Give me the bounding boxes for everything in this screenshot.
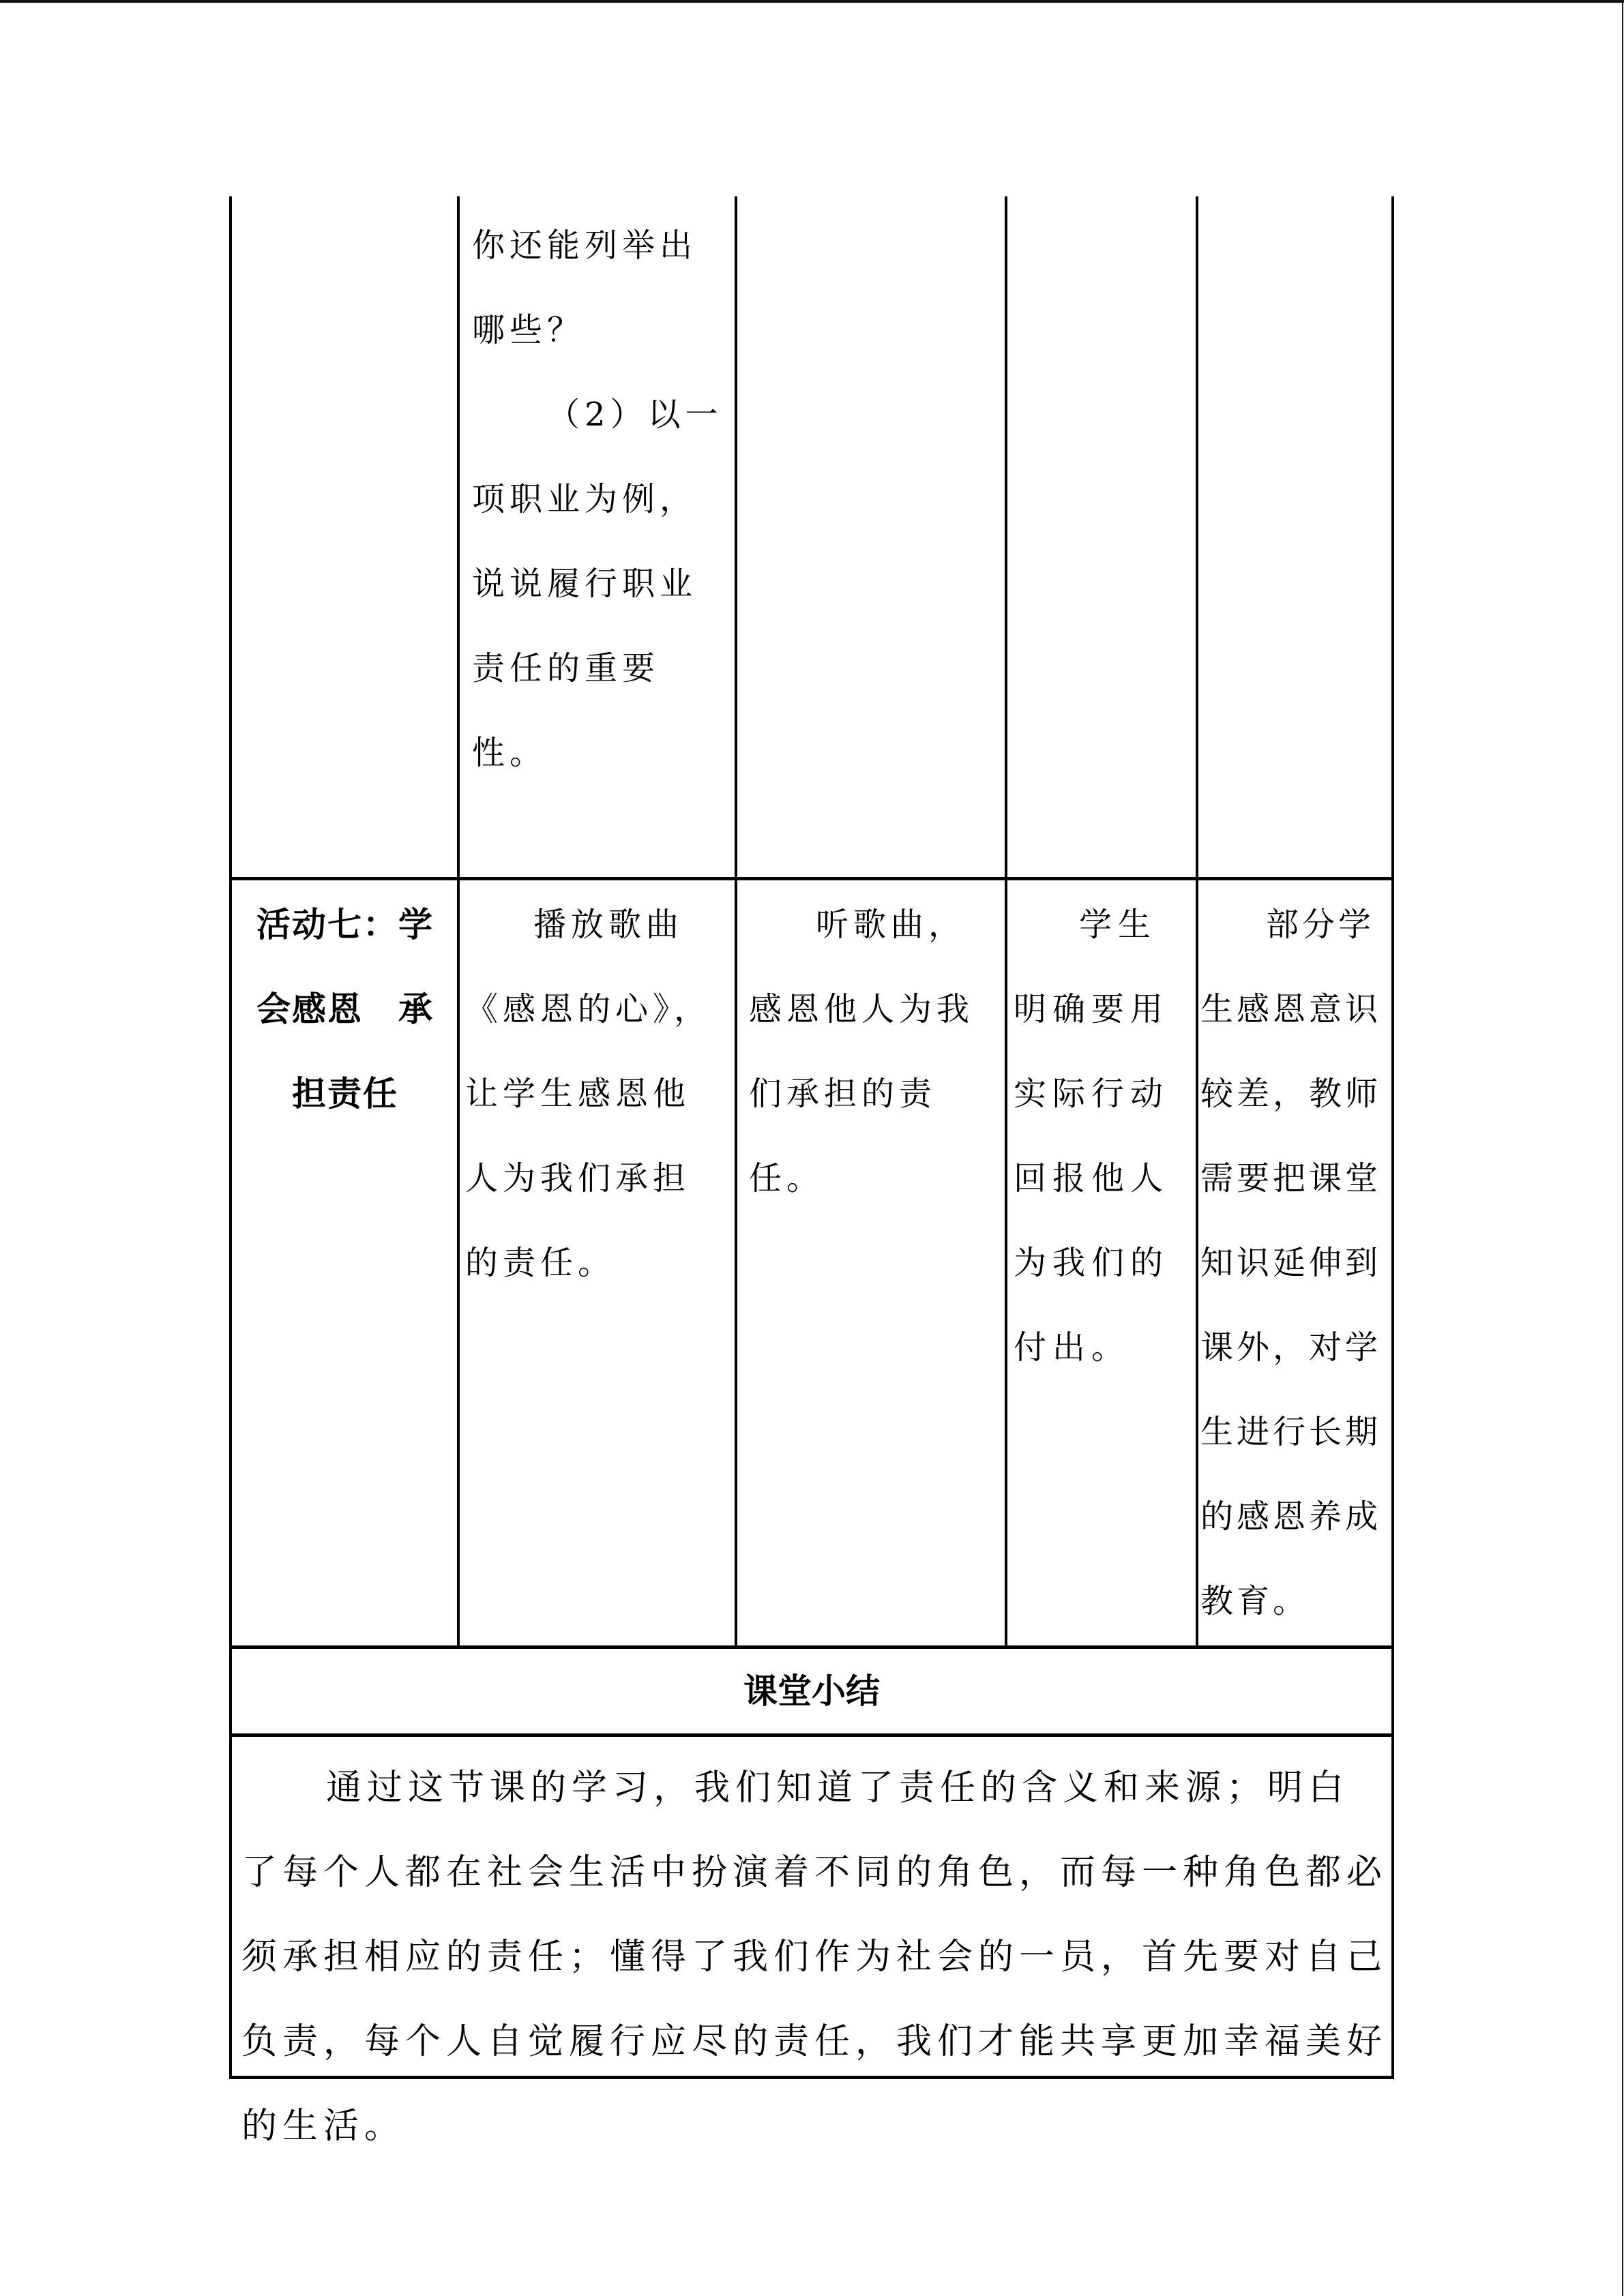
row-divider-activity7-top: [229, 877, 1394, 880]
cell-line: 任。: [749, 1159, 825, 1197]
summary-title: 课堂小结: [743, 1671, 880, 1711]
cell-line: 付出。: [1014, 1328, 1131, 1367]
column-divider-2: [735, 196, 737, 1647]
activity7-intent-cell: [1014, 882, 1198, 1390]
cell-line: 为我们的: [1014, 1244, 1170, 1282]
cell-line: 的感恩养成: [1200, 1497, 1382, 1536]
cell-line: 回报他人: [1014, 1159, 1170, 1197]
cell-line: 需要把课堂: [1200, 1159, 1382, 1197]
cell-line: 学生: [1079, 906, 1157, 944]
activity-title-line: 会感恩 承: [256, 989, 434, 1029]
column-divider-1: [457, 196, 460, 1647]
cell-line: 部分学: [1266, 906, 1375, 944]
column-divider-3: [1005, 196, 1007, 1647]
cell-line: （2）以一: [547, 396, 723, 434]
cell-line: 《感恩的心》，: [465, 990, 712, 1028]
activity7-teacher-cell: [465, 882, 733, 1305]
lesson-plan-table: [229, 196, 1394, 2147]
cell-line: 哪些？: [472, 311, 585, 349]
page-right-edge: [1622, 0, 1623, 2296]
summary-body: 通过这节课的学习，我们知道了责任的含义和来源；明白了每个人都在社会生活中扮演着不同的角色，而每一种角色都必须承担相应的责任；懂得了我们作为社会的一员，首先要对自己负责，每个人自觉履行应尽的责任，我们才能共享更加幸福美好的生活。: [241, 1768, 1388, 2147]
table-border-left: [229, 196, 232, 2079]
cell-line: 们承担的责: [749, 1075, 937, 1113]
cell-line: 实际行动: [1014, 1075, 1170, 1113]
page-top-edge: [0, 0, 1624, 3]
cell-line: 的责任。: [465, 1244, 616, 1282]
cell-line: 你还能列举出: [472, 226, 698, 265]
activity7-student-cell: [749, 882, 1003, 1221]
continued-teacher-activity-cell: [472, 203, 731, 795]
cell-line: 播放歌曲: [533, 906, 684, 944]
activity7-title-cell: [233, 882, 457, 1136]
cell-line: 知识延伸到: [1200, 1244, 1382, 1282]
cell-line: 生感恩意识: [1200, 990, 1382, 1028]
row-divider-summary-title-bottom: [229, 1733, 1394, 1737]
cell-line: 说说履行职业: [472, 565, 698, 603]
cell-line: 听歌曲，: [816, 906, 966, 944]
cell-line: 责任的重要: [472, 649, 660, 687]
cell-line: 感恩他人为我: [749, 990, 975, 1028]
activity-title-line: 担责任: [292, 1074, 398, 1114]
cell-line: 课外，对学: [1200, 1328, 1382, 1367]
cell-line: 较差，教师: [1200, 1075, 1382, 1113]
cell-line: 性。: [472, 734, 548, 772]
cell-line: 教育。: [1200, 1582, 1310, 1620]
activity7-reflection-cell: [1200, 882, 1398, 1643]
activity-title-line: 活动七：学: [256, 905, 434, 944]
cell-line: 人为我们承担: [465, 1159, 691, 1197]
cell-line: 生进行长期: [1200, 1413, 1382, 1451]
cell-line: 让学生感恩他: [465, 1075, 691, 1113]
cell-line: 明确要用: [1014, 990, 1170, 1028]
cell-line: 项职业为例，: [472, 480, 698, 518]
